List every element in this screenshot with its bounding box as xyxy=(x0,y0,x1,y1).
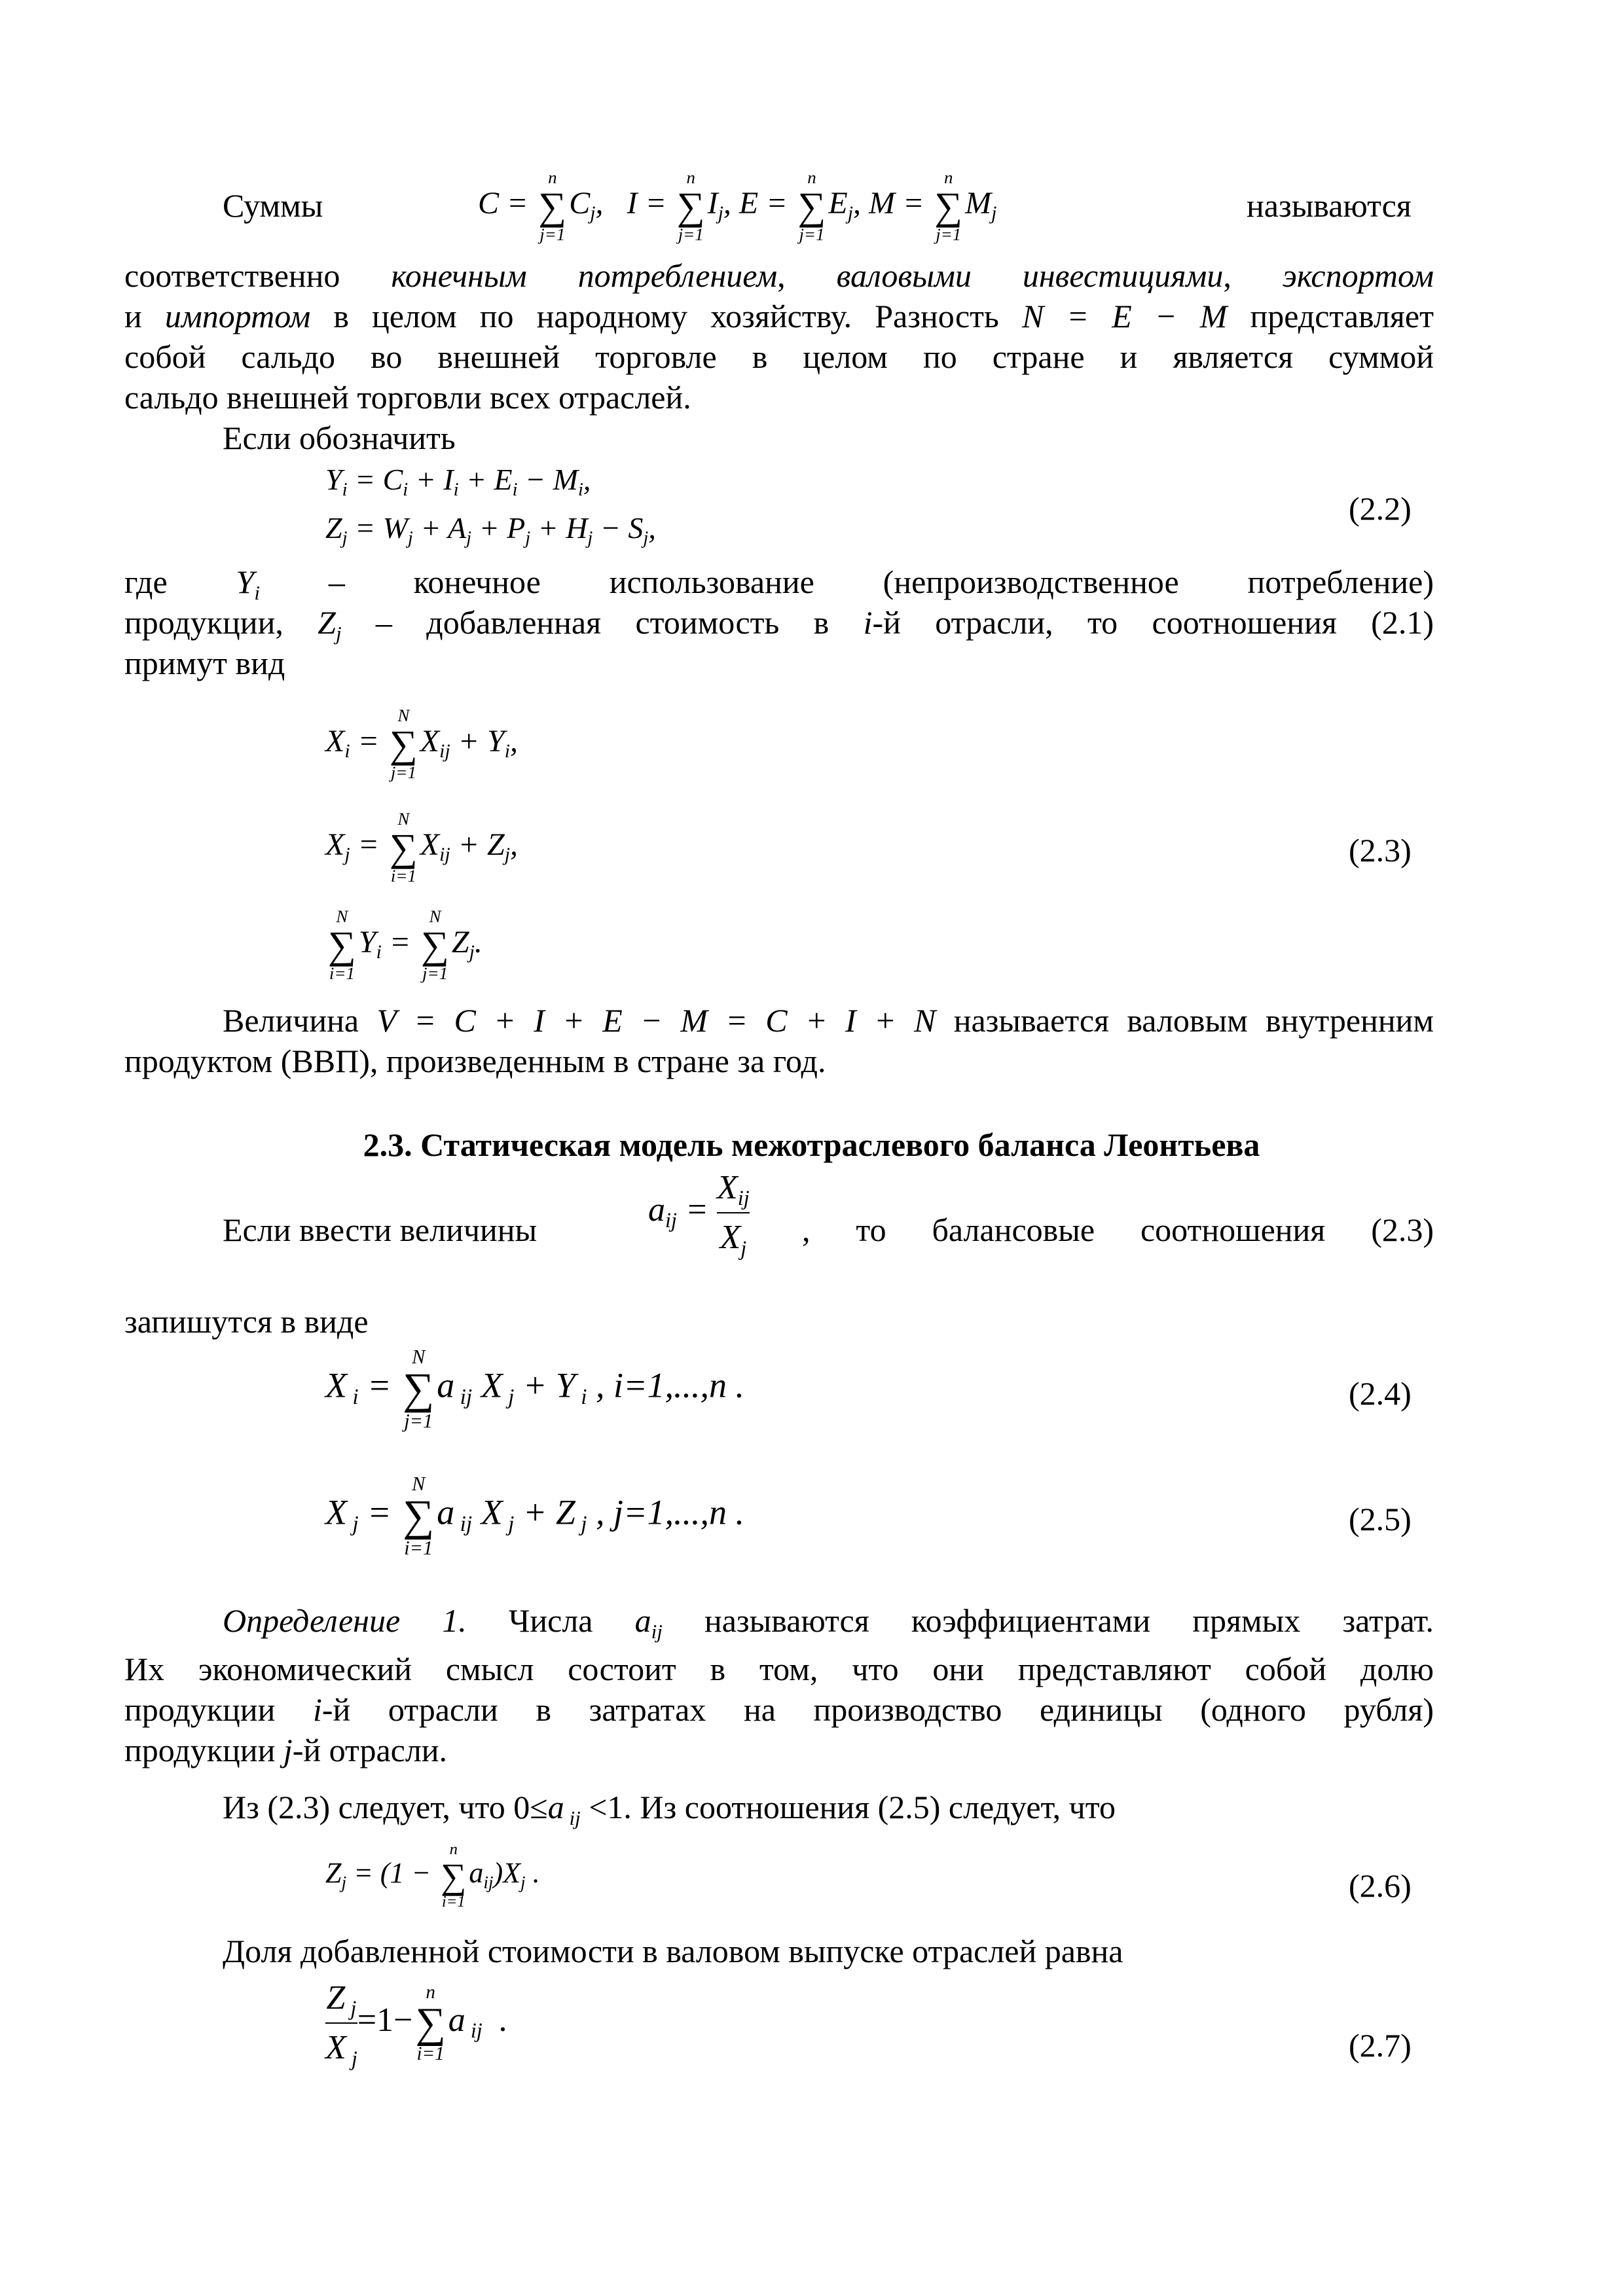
text-line: продуктом (ВВП), произведенным в стране за год. xyxy=(124,1043,826,1079)
equation-2-4: X i = N ∑ j=1 a ij X j + Y i , i=1,...,n . xyxy=(325,1346,745,1432)
text-line: примут вид xyxy=(124,645,285,681)
paragraph-sums xyxy=(124,255,1434,418)
text-line: запишутся в виде xyxy=(124,1303,369,1340)
text-if-denote: Если обозначить xyxy=(223,420,456,456)
equation-number: (2.5) xyxy=(1349,1501,1412,1537)
equation-number: (2.6) xyxy=(1349,1867,1412,1904)
equation-2-6: Zj = (1 − n ∑ i=1 aij)Xj . xyxy=(325,1840,540,1910)
equation-2-5: X j = N ∑ i=1 a ij X j + Z j , j=1,...,n . xyxy=(325,1473,745,1559)
equation-number: (2.3) xyxy=(1349,832,1412,869)
section-heading: 2.3. Статическая модель межотраслевого баланса Леонтьева xyxy=(363,1126,1260,1163)
text-line: продукции, Zj – добавленная стоимость в i-й отрасли, то соотношения (2.1) xyxy=(124,604,1434,645)
text-line: Их экономический смысл состоит в том, что они представляют собой долю xyxy=(124,1651,1434,1687)
called-word: называются xyxy=(1247,187,1412,224)
text-line: Величина V = C + I + E − M = C + I + N называется валовым внутренним xyxy=(223,1002,1434,1039)
equation-aij: aij = $\frac{\text{Xij}}{Xj}$ xyxy=(648,1169,750,1260)
text-line: сальдо внешней торговли всех отраслей. xyxy=(124,379,691,416)
paragraph-where xyxy=(124,562,1434,683)
text-line: и импортом в целом по народному хозяйству. Разность N = E − M представляет xyxy=(124,298,1434,334)
equation-z: Zj = Wj + Aj + Pj + Hj − Sj, xyxy=(325,511,656,549)
text-line: , то балансовые соотношения (2.3) xyxy=(802,1211,1434,1248)
equation-y: Yi = Ci + Ii + Ei − Mi, xyxy=(325,463,591,501)
sums-word: Суммы xyxy=(223,187,323,224)
text-line: продукции i-й отрасли в затратах на производство единицы (одного рубля) xyxy=(124,1691,1434,1728)
paragraph-gdp xyxy=(124,1000,1434,1081)
equation-2-7: $\frac{\text{Z j}}{\text{X j}}$ =1− n ∑ i=1 a ij . xyxy=(325,1979,508,2070)
sums-formula: C = n ∑ j=1 Cj, I = n ∑ j=1 Ij, E = n ∑ j=1 Ej, M = n ∑ j=1 Mj xyxy=(478,168,997,244)
equation-number: (2.7) xyxy=(1349,2027,1412,2064)
equation-number: (2.4) xyxy=(1349,1375,1412,1412)
text-line: Если ввести величины xyxy=(223,1211,538,1248)
text-line: где Yi – конечное использование (непроизводственное потребление) xyxy=(124,564,1434,604)
text-line: Доля добавленной стоимости в валовом выпуске отраслей равна xyxy=(223,1933,1123,1969)
equation-sum-balance: N ∑ i=1 Yi = N ∑ j=1 Zj. xyxy=(328,906,483,983)
text-line: продукции j-й отрасли. xyxy=(124,1732,448,1768)
text-line: соответственно конечным потреблением, валовыми инвестициями, экспортом xyxy=(124,257,1434,294)
equation-xi: Xi = N ∑ j=1 Xij + Yi, xyxy=(325,706,518,782)
text-line: собой сальдо во внешней торговле в целом по стране и является суммой xyxy=(124,338,1434,375)
paragraph-definition xyxy=(124,1600,1434,1770)
equation-xj: Xj = N ∑ i=1 Xij + Zj, xyxy=(325,809,518,886)
text-line: Определение 1. Числа aij называются коэффициентами прямых затрат. xyxy=(223,1602,1434,1643)
equation-number: (2.2) xyxy=(1349,490,1412,527)
text-line: Из (2.3) следует, что 0≤a ij <1. Из соотношения (2.5) следует, что xyxy=(223,1789,1116,1829)
